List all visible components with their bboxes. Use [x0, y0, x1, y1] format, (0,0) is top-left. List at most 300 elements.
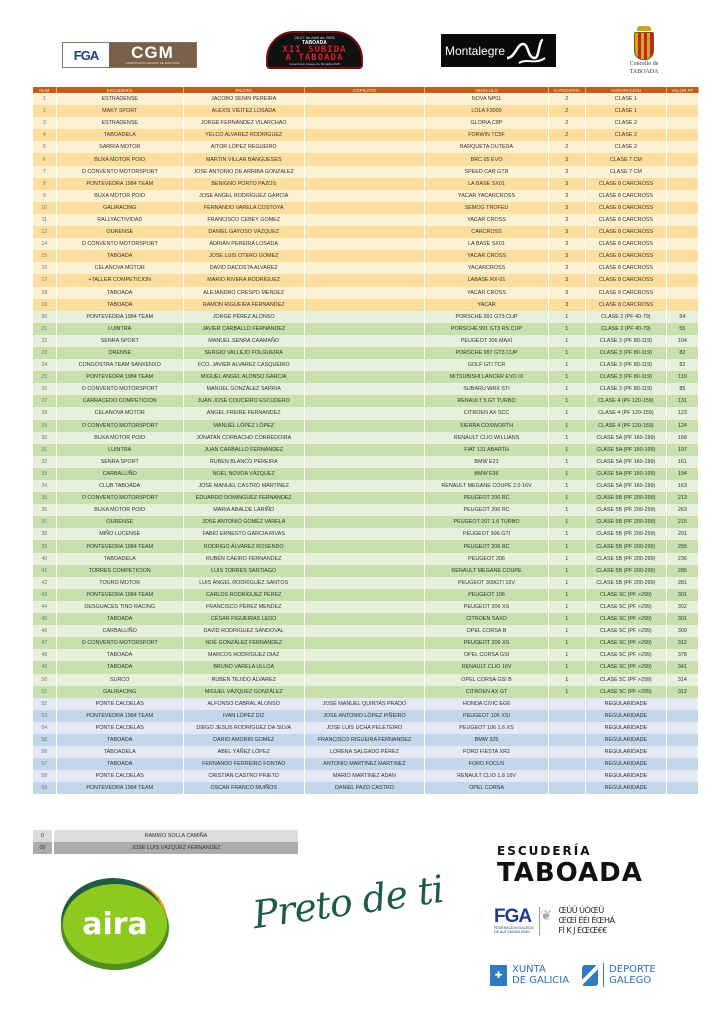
cell-num: 55 — [33, 734, 56, 746]
table-row — [33, 250, 699, 262]
cell-categoria — [548, 758, 585, 770]
cell-copiloto — [304, 601, 425, 613]
cell-escuderia: PONTEVEDRA 1984 TEAM — [56, 311, 183, 323]
cell-agrupacion: CLASE 7 CM — [585, 166, 666, 178]
cell-agrupacion: CLASE 8 CARCROSS — [585, 299, 666, 311]
table-row — [33, 625, 699, 637]
cell-vehiculo: PEUGEOT 306 MAXI — [425, 335, 548, 347]
cell-vehiculo: HONDA CIVIC EG6 — [425, 698, 548, 710]
concello-line2: TABOADA — [629, 69, 659, 75]
cell-categoria: 1 — [548, 383, 585, 395]
table-row — [33, 504, 699, 516]
cell-vehiculo: YACAR CROSS — [425, 250, 548, 262]
cell-valor-pf — [666, 238, 698, 250]
cell-categoria: 3 — [548, 178, 585, 190]
cell-num: 17 — [33, 274, 56, 286]
cell-agrupacion: CLASE 3 (PF 80-119) — [585, 359, 666, 371]
cell-copiloto — [304, 456, 425, 468]
cell-agrupacion: CLASE 8 CARCROSS — [585, 214, 666, 226]
cell-piloto: RUBÉN CAEIRO FERNÁNDEZ — [183, 553, 304, 565]
table-row — [33, 528, 699, 540]
cell-categoria: 1 — [548, 577, 585, 589]
cell-valor-pf: 314 — [666, 674, 698, 686]
cell-num: 4 — [33, 129, 56, 141]
cell-num: 42 — [33, 577, 56, 589]
cell-piloto: MARTIN VILLAR BANGUESES — [183, 153, 304, 165]
cell-valor-pf: 341 — [666, 661, 698, 673]
cell-agrupacion: REGULARIDADE — [585, 734, 666, 746]
cell-copiloto — [304, 528, 425, 540]
table-row — [33, 674, 699, 686]
cell-vehiculo: SEMOG TROFEU — [425, 202, 548, 214]
cell-vehiculo: YACAR YACARCROSS — [425, 190, 548, 202]
table-row — [33, 516, 699, 528]
cell-piloto: JOSE ANTONIO DE ARRIBA GONZALEZ — [183, 166, 304, 178]
cell-num: 30 — [33, 432, 56, 444]
cell-agrupacion: REGULARIDADE — [585, 746, 666, 758]
cell-categoria: 3 — [548, 166, 585, 178]
cell-categoria: 2 — [548, 93, 585, 105]
cell-categoria: 3 — [548, 202, 585, 214]
cell-vehiculo: CITROEN SAXO — [425, 613, 548, 625]
cell-escuderia: TOURO MOTOR — [56, 577, 183, 589]
cell-vehiculo: RENAULT CLIO WILLIANS — [425, 432, 548, 444]
cell-copiloto — [304, 299, 425, 311]
cell-piloto: OSCAR FRANCO MUIÑOS — [183, 782, 304, 794]
table-row — [33, 262, 699, 274]
cell-piloto: MANUEL SENRA CAAMAÑO — [183, 335, 304, 347]
table-row — [33, 383, 699, 395]
table-row — [33, 335, 699, 347]
cell-escuderia: GALIRACING — [56, 686, 183, 698]
cell-vehiculo: RENAULT CLIO 1.8 16V — [425, 770, 548, 782]
cell-piloto: CRISTIAN CASTRO PRIETO — [183, 770, 304, 782]
cell-valor-pf — [666, 129, 698, 141]
cell-num: 47 — [33, 637, 56, 649]
fga-mark: FGA — [494, 906, 532, 927]
cell-copiloto — [304, 323, 425, 335]
cell-vehiculo: PORSCHE 991 GT3 RS CUP — [425, 323, 548, 335]
subida-taboada-logo — [266, 31, 363, 69]
cell-copiloto — [304, 432, 425, 444]
cell-agrupacion: CLASE 5B (PF 200-299) — [585, 565, 666, 577]
cell-vehiculo: OPEL CORSA GSI B — [425, 674, 548, 686]
cell-piloto: FCO. JAVIER ALVAREZ CASQUEIRO — [183, 359, 304, 371]
cell-vehiculo: RENAULT 5 GT TURBO — [425, 395, 548, 407]
cell-agrupacion: CLASE 5C (PF >299) — [585, 686, 666, 698]
cell-escuderia: PONTEVEDRA 1984 TEAM — [56, 589, 183, 601]
cell-valor-pf — [666, 141, 698, 153]
cell-agrupacion: CLASE 4 (PF 120-159) — [585, 395, 666, 407]
cell-num: 44 — [33, 601, 56, 613]
cell-escuderia: ORENSE — [56, 347, 183, 359]
cell-num: 28 — [33, 407, 56, 419]
deporte-line1: DEPORTE — [609, 964, 656, 975]
cell-vehiculo: PEUGEOT 206 XS — [425, 601, 548, 613]
cell-valor-pf: 119 — [666, 371, 698, 383]
cell-copiloto: JOSÉ MANUEL QUINTAS PRADO — [304, 698, 425, 710]
cell-copiloto — [304, 347, 425, 359]
cell-copiloto — [304, 649, 425, 661]
table-row — [33, 407, 699, 419]
cell-agrupacion: CLASE 8 CARCROSS — [585, 190, 666, 202]
cell-copiloto — [304, 468, 425, 480]
cell-escuderia: RALLYACTIVIDAD — [56, 214, 183, 226]
cgm-logo — [62, 42, 197, 68]
cell-num: 58 — [33, 770, 56, 782]
cell-agrupacion: CLASE 2 — [585, 141, 666, 153]
cell-valor-pf: 312 — [666, 637, 698, 649]
table-row — [33, 371, 699, 383]
cell-vehiculo: OPEL CORSA GSI — [425, 649, 548, 661]
cell-categoria: 1 — [548, 553, 585, 565]
cell-valor-pf — [666, 710, 698, 722]
cell-escuderia: PONTE CALDELAS — [56, 770, 183, 782]
table-row — [33, 577, 699, 589]
cell-agrupacion: CLASE 5C (PF >299) — [585, 649, 666, 661]
cell-piloto: SERGIO VALLEJO FOLGUEIRA — [183, 347, 304, 359]
cell-piloto: JUAN JOSE COUCEIRO ESCUDERO — [183, 395, 304, 407]
cell-escuderia: CARRACEDO COMPETICION — [56, 395, 183, 407]
cell-categoria: 1 — [548, 432, 585, 444]
cell-valor-pf — [666, 734, 698, 746]
xunta-shield-icon: ✚ — [490, 965, 507, 986]
cell-num: 29 — [33, 420, 56, 432]
cell-vehiculo: LA BASE SX01 — [425, 178, 548, 190]
cell-escuderia: BUXA MOTOR POIO — [56, 153, 183, 165]
col-piloto: PILOTO — [183, 87, 304, 93]
cell-vehiculo: OPEL CORSA — [425, 782, 548, 794]
montalegre-logo — [441, 34, 556, 67]
cell-num: 22 — [33, 335, 56, 347]
cell-vehiculo: YACARCROSS — [425, 262, 548, 274]
cell-copiloto — [304, 117, 425, 129]
cell-num: 32 — [33, 456, 56, 468]
cell-vehiculo: GOLF GTI TCR — [425, 359, 548, 371]
cell-num: 15 — [33, 250, 56, 262]
cell-valor-pf: 54 — [666, 311, 698, 323]
cell-vehiculo: YACAR CROSS — [425, 214, 548, 226]
cell-agrupacion: REGULARIDADE — [585, 710, 666, 722]
cell-escuderia: PONTEVEDRA 1984 TEAM — [56, 540, 183, 552]
table-row — [33, 117, 699, 129]
garbled-logo-text: ŒÚÜ ÚÓŒÜ ŒŒÍ ÉÉI ÉŒHÁ FÍ K J ÉŒŒ€€ — [558, 906, 615, 935]
cell-escuderia: TABOADELA — [56, 553, 183, 565]
cell-valor-pf — [666, 117, 698, 129]
cell-vehiculo: PEUGEOT 306 GTI — [425, 528, 548, 540]
cell-categoria: 1 — [548, 492, 585, 504]
cell-valor-pf: 55 — [666, 323, 698, 335]
cell-valor-pf — [666, 262, 698, 274]
cell-copiloto — [304, 395, 425, 407]
cell-copiloto — [304, 190, 425, 202]
event-title-1: XII SUBIDA — [282, 44, 347, 55]
table-row — [33, 274, 699, 286]
cell-valor-pf — [666, 93, 698, 105]
cell-vehiculo: BMW E36 — [425, 468, 548, 480]
course-car-num: 00 — [33, 842, 53, 854]
cell-piloto: NOÉ GONZÁLEZ FERNÁNDEZ — [183, 637, 304, 649]
cell-piloto: EDUARDO DOMINGUEZ FERNANDEZ — [183, 492, 304, 504]
cell-num: 57 — [33, 758, 56, 770]
cell-categoria: 2 — [548, 141, 585, 153]
cell-num: 14 — [33, 238, 56, 250]
table-row — [33, 613, 699, 625]
cell-escuderia: MAKY SPORT — [56, 105, 183, 117]
table-row — [33, 601, 699, 613]
cell-escuderia: PONTEVEDRA 1984 TEAM — [56, 371, 183, 383]
cell-num: 5 — [33, 141, 56, 153]
cell-copiloto — [304, 262, 425, 274]
cell-vehiculo: FORD FIESTA XR2 — [425, 746, 548, 758]
cell-copiloto — [304, 613, 425, 625]
course-car-name: RAMIRO SOLLA CAMIÑA — [53, 830, 298, 842]
cell-copiloto — [304, 589, 425, 601]
cell-valor-pf: 291 — [666, 528, 698, 540]
cell-agrupacion: CLASE 5B (PF 200-299) — [585, 540, 666, 552]
cell-copiloto — [304, 383, 425, 395]
slogan: Preto de ti — [249, 866, 446, 938]
cell-escuderia: O CONVENTO MOTORSPORT — [56, 383, 183, 395]
cell-vehiculo: BARQUETA OUTEDA — [425, 141, 548, 153]
cell-agrupacion: CLASE 1 — [585, 105, 666, 117]
cell-agrupacion: CLASE 2 (PF 40-79) — [585, 323, 666, 335]
cell-vehiculo: BMW 325 — [425, 734, 548, 746]
cell-vehiculo: RENAULT MEGANE COUPE 2.0 16V — [425, 480, 548, 492]
cell-escuderia: PONTE CALDELAS — [56, 722, 183, 734]
cell-valor-pf — [666, 190, 698, 202]
galicia-band-icon — [582, 965, 598, 986]
cell-valor-pf — [666, 250, 698, 262]
cell-piloto: CARLOS RODRÍGUEZ PÉREZ — [183, 589, 304, 601]
cell-escuderia: LUINTRA — [56, 444, 183, 456]
cell-num: 6 — [33, 153, 56, 165]
col-valor-pf: VALOR PF — [666, 87, 698, 93]
cell-vehiculo: RENAULT CLIO 16V — [425, 661, 548, 673]
cell-vehiculo: NOVA NP01 — [425, 93, 548, 105]
cell-agrupacion: CLASE 5C (PF >299) — [585, 601, 666, 613]
cell-valor-pf: 255 — [666, 540, 698, 552]
cell-escuderia: PONTEVEDRA 1984 TEAM — [56, 782, 183, 794]
cell-copiloto — [304, 371, 425, 383]
feather-icon: ❦ — [539, 907, 552, 935]
cell-copiloto — [304, 238, 425, 250]
cell-categoria: 1 — [548, 565, 585, 577]
cell-valor-pf — [666, 178, 698, 190]
cell-categoria: 1 — [548, 625, 585, 637]
cell-num: 8 — [33, 178, 56, 190]
cell-vehiculo: PEUGEOT 309GTI 16V — [425, 577, 548, 589]
fga-line1: FEDERACIÓN GALEGA — [494, 926, 534, 930]
cell-copiloto: JOSE ANTONIO LÓPEZ PIÑEIRO — [304, 710, 425, 722]
cell-num: 51 — [33, 686, 56, 698]
cell-escuderia: GALIRACING — [56, 202, 183, 214]
cell-piloto: JOSE ANTONIO GOMEZ VARELA — [183, 516, 304, 528]
cell-categoria: 1 — [548, 613, 585, 625]
cell-vehiculo: FIAT 131 ABARTH — [425, 444, 548, 456]
cell-num: 43 — [33, 589, 56, 601]
aira-wordmark: aira — [82, 907, 148, 942]
cell-agrupacion: CLASE 5C (PF >299) — [585, 674, 666, 686]
cell-copiloto — [304, 444, 425, 456]
cell-piloto: ALFONSO CABRAL ALONSO — [183, 698, 304, 710]
cell-categoria: 1 — [548, 637, 585, 649]
table-row — [33, 734, 699, 746]
cell-copiloto — [304, 141, 425, 153]
cell-piloto: RUBEN BLANCO PEREIRA — [183, 456, 304, 468]
col-escuderia: ESCUDERÍA — [56, 87, 183, 93]
cell-escuderia: CARBALLIÑO — [56, 468, 183, 480]
cell-piloto: IVAN LÓPEZ DIZ — [183, 710, 304, 722]
cell-categoria — [548, 770, 585, 782]
cell-escuderia: SENRA SPORT — [56, 456, 183, 468]
cell-vehiculo: SUBARU WRX STI — [425, 383, 548, 395]
cell-copiloto — [304, 637, 425, 649]
cell-categoria: 3 — [548, 153, 585, 165]
table-row — [33, 746, 699, 758]
cell-escuderia: TABOADA — [56, 613, 183, 625]
cell-num: 24 — [33, 359, 56, 371]
cell-escuderia: OURENSE — [56, 516, 183, 528]
table-row — [33, 758, 699, 770]
cell-categoria: 3 — [548, 299, 585, 311]
escuderia-name: TABOADA — [497, 858, 643, 888]
cell-piloto: JUAN CARBALLO FERNÁNDEZ — [183, 444, 304, 456]
table-row — [33, 226, 699, 238]
cell-valor-pf: 213 — [666, 492, 698, 504]
table-row — [33, 686, 699, 698]
cell-categoria: 3 — [548, 287, 585, 299]
cell-copiloto — [304, 565, 425, 577]
cell-agrupacion: CLASE 3 (PF 80-119) — [585, 335, 666, 347]
event-subtitle: Campionato Galego de Montaña 2025 — [289, 61, 340, 66]
cell-num: 31 — [33, 444, 56, 456]
concello-taboada-logo — [627, 26, 661, 76]
montalegre-text: Montalegre — [445, 43, 506, 58]
cell-categoria: 1 — [548, 468, 585, 480]
cell-agrupacion: CLASE 3 (PF 80-119) — [585, 383, 666, 395]
escuderia-label: ESCUDERÍA — [497, 844, 592, 858]
table-row — [33, 420, 699, 432]
cell-piloto: JORGE FERNÁNDEZ VILARCHAO — [183, 117, 304, 129]
cell-valor-pf — [666, 722, 698, 734]
cell-categoria — [548, 722, 585, 734]
table-row — [33, 178, 699, 190]
cell-agrupacion: CLASE 5B (PF 200-299) — [585, 516, 666, 528]
cell-piloto: DANIEL GAYOSO VÁZQUEZ — [183, 226, 304, 238]
cgm-mark: CGM — [131, 43, 174, 62]
table-row — [33, 698, 699, 710]
cell-valor-pf: 123 — [666, 407, 698, 419]
cell-copiloto — [304, 287, 425, 299]
cell-escuderia: CELANOVA MOTOR — [56, 262, 183, 274]
cell-piloto: JAVIER CARBALLO FERNÁNDEZ — [183, 323, 304, 335]
cell-agrupacion: CLASE 8 CARCROSS — [585, 250, 666, 262]
cell-categoria: 1 — [548, 540, 585, 552]
crown-icon — [637, 26, 651, 31]
cell-copiloto — [304, 214, 425, 226]
cell-valor-pf: 309 — [666, 625, 698, 637]
cell-agrupacion: CLASE 5B (PF 200-299) — [585, 504, 666, 516]
cell-num: 50 — [33, 674, 56, 686]
cell-valor-pf: 285 — [666, 565, 698, 577]
table-row — [33, 722, 699, 734]
cell-escuderia: BUXA MOTOR POIO — [56, 504, 183, 516]
cell-agrupacion: CLASE 5B (PF 200-299) — [585, 492, 666, 504]
cell-escuderia: BUXA MOTOR POIO — [56, 432, 183, 444]
cell-piloto: DARIO AMORIN GOMEZ — [183, 734, 304, 746]
cell-agrupacion: CLASE 8 CARCROSS — [585, 238, 666, 250]
cell-escuderia: LUINTRA — [56, 323, 183, 335]
aira-logo — [55, 876, 175, 972]
cell-categoria: 1 — [548, 649, 585, 661]
table-row — [33, 456, 699, 468]
cell-categoria: 1 — [548, 661, 585, 673]
cell-valor-pf — [666, 274, 698, 286]
cell-categoria — [548, 734, 585, 746]
table-row — [33, 710, 699, 722]
cell-num: 11 — [33, 214, 56, 226]
cell-num: 38 — [33, 528, 56, 540]
table-row — [33, 299, 699, 311]
cell-escuderia: TABOADA — [56, 649, 183, 661]
table-row — [33, 770, 699, 782]
table-row — [33, 141, 699, 153]
cell-valor-pf: 131 — [666, 395, 698, 407]
cell-vehiculo: PEUGEOT 206 RC — [425, 540, 548, 552]
cell-copiloto — [304, 166, 425, 178]
cell-agrupacion: REGULARIDADE — [585, 782, 666, 794]
table-row — [33, 202, 699, 214]
fga-line2: DE AUTOMOBILISMO — [494, 930, 531, 934]
cell-agrupacion: CLASE 7 CM — [585, 153, 666, 165]
cell-escuderia: SURCO — [56, 674, 183, 686]
cell-agrupacion: CLASE 1 — [585, 93, 666, 105]
cell-piloto: JOSE ANGEL RODRÍGUEZ GARCIA — [183, 190, 304, 202]
cell-valor-pf — [666, 770, 698, 782]
cell-valor-pf: 312 — [666, 686, 698, 698]
cell-categoria: 1 — [548, 674, 585, 686]
table-row — [33, 311, 699, 323]
cell-vehiculo: FORD FOCUS — [425, 758, 548, 770]
cell-piloto: ADRIÁN PEREIRA LOSADA — [183, 238, 304, 250]
cell-escuderia: MIÑO LUCENSE — [56, 528, 183, 540]
cell-num: 52 — [33, 698, 56, 710]
table-row — [33, 105, 699, 117]
cell-vehiculo: PEUGEOT 206 — [425, 553, 548, 565]
cell-vehiculo: SPEED CAR GTR — [425, 166, 548, 178]
event-club: TABOADA — [302, 39, 327, 46]
xunta-deporte-logo — [490, 963, 656, 987]
divider — [603, 963, 604, 987]
cell-categoria: 3 — [548, 274, 585, 286]
cell-escuderia: TABOADA — [56, 287, 183, 299]
cell-vehiculo: LABASE RX-01 — [425, 274, 548, 286]
cell-valor-pf: 197 — [666, 444, 698, 456]
cell-vehiculo: PEUGEOT 207 1.6 TURBO — [425, 516, 548, 528]
cell-agrupacion: CLASE 8 CARCROSS — [585, 274, 666, 286]
cell-num: 27 — [33, 395, 56, 407]
cell-categoria: 1 — [548, 395, 585, 407]
cell-escuderia: ESTRADENSE — [56, 117, 183, 129]
cell-escuderia: CELANOVA MOTOR — [56, 407, 183, 419]
event-date: 26-27 de Abril de 2025 — [294, 34, 335, 40]
table-row — [33, 359, 699, 371]
cell-piloto: BENIGNO PORTO PAZOS — [183, 178, 304, 190]
cell-vehiculo: SIERRA COSWORTH — [425, 420, 548, 432]
event-title-2: A TABOADA — [285, 52, 344, 63]
cell-copiloto — [304, 178, 425, 190]
